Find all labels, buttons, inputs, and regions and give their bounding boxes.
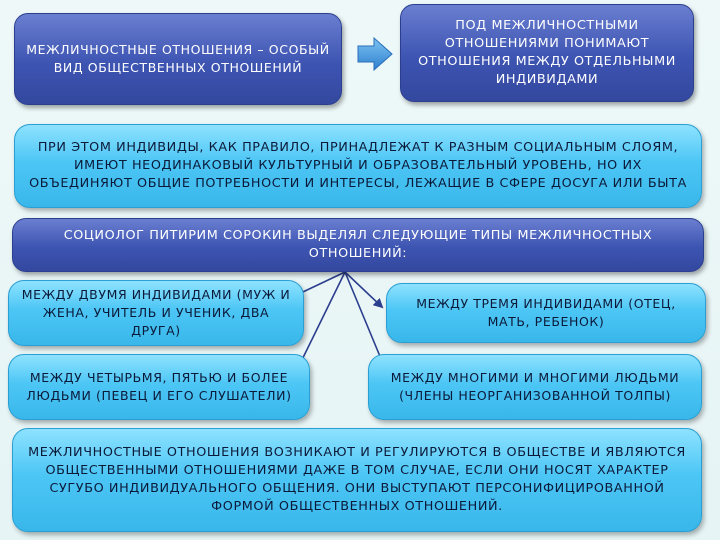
connector-line-2: [345, 272, 382, 307]
individuals-text: ПРИ ЭТОМ ИНДИВИДЫ, КАК ПРАВИЛО, ПРИНАДЛЕЖАТ К РАЗНЫМ СОЦИАЛЬНЫМ СЛОЯМ, ИМЕЮТ НЕОДИНАКОВЫЙ КУЛЬТУРНЫЙ И ОБРАЗОВАТЕЛЬНЫЙ УРОВЕНЬ, НО ИХ ОБЪЕДИНЯЮТ ОБЩИЕ ПОТРЕБНОСТИ И ИНТЕРЕСЫ, ЛЕЖАЩИЕ В СФЕРЕ ДОСУГА ИЛИ БЫТА: [29, 139, 687, 192]
conclusion-text: МЕЖЛИЧНОСТНЫЕ ОТНОШЕНИЯ ВОЗНИКАЮТ И РЕГУЛИРУЮТСЯ В ОБЩЕСТВЕ И ЯВЛЯЮТСЯ ОБЩЕСТВЕННЫМИ ОТНОШЕНИЯМИ ДАЖЕ В ТОМ СЛУЧАЕ, ЕСЛИ ОНИ НОСЯТ ХАРАКТЕР СУГУБО ИНДИВИДУАЛЬНОГО ОБЩЕНИЯ. ОНИ ВЫСТУПАЮТ ПЕРСОНИФИЦИРОВАННОЙ ФОРМОЙ ОБЩЕСТВЕННЫХ ОТНОШЕНИЙ.: [28, 444, 686, 515]
type-three-individuals-text: МЕЖДУ ТРЕМЯ ИНДИВИДАМИ (ОТЕЦ, МАТЬ, РЕБЕНОК): [416, 296, 676, 329]
right-arrow-icon: [358, 38, 392, 70]
sorokin-box: [12, 218, 704, 272]
type-three-individuals-box: [386, 283, 706, 343]
type-two-individuals-text: МЕЖДУ ДВУМЯ ИНДИВИДАМИ (МУЖ И ЖЕНА, УЧИТЕЛЬ И УЧЕНИК, ДВА ДРУГА): [21, 287, 291, 338]
type-two-individuals-box: [8, 280, 304, 346]
type-many-people-text: МЕЖДУ МНОГИМИ И МНОГИМИ ЛЮДЬМИ (ЧЛЕНЫ НЕОРГАНИЗОВАННОЙ ТОЛПЫ): [390, 370, 680, 403]
type-several-people-box: [8, 354, 310, 420]
meaning-box: [400, 4, 694, 102]
type-many-people-box: [368, 354, 702, 420]
conclusion-box: [12, 428, 702, 532]
definition-text: МЕЖЛИЧНОСТНЫЕ ОТНОШЕНИЯ – ОСОБЫЙ ВИД ОБЩЕСТВЕННЫХ ОТНОШЕНИЙ: [26, 42, 330, 75]
definition-box: [14, 13, 342, 105]
sorokin-text: СОЦИОЛОГ ПИТИРИМ СОРОКИН ВЫДЕЛЯЛ СЛЕДУЮЩИЕ ТИПЫ МЕЖЛИЧНОСТНЫХ ОТНОШЕНИЙ:: [63, 227, 653, 261]
connector-line-4: [345, 272, 384, 366]
individuals-box: [14, 124, 702, 208]
type-several-people-text: МЕЖДУ ЧЕТЫРЬМЯ, ПЯТЬЮ И БОЛЕЕ ЛЮДЬМИ (ПЕВЕЦ И ЕГО СЛУШАТЕЛИ): [26, 370, 292, 403]
meaning-text: ПОД МЕЖЛИЧНОСТНЫМИ ОТНОШЕНИЯМИ ПОНИМАЮТ ОТНОШЕНИЯ МЕЖДУ ОТДЕЛЬНЫМИ ИНДИВИДАМИ: [418, 17, 676, 88]
